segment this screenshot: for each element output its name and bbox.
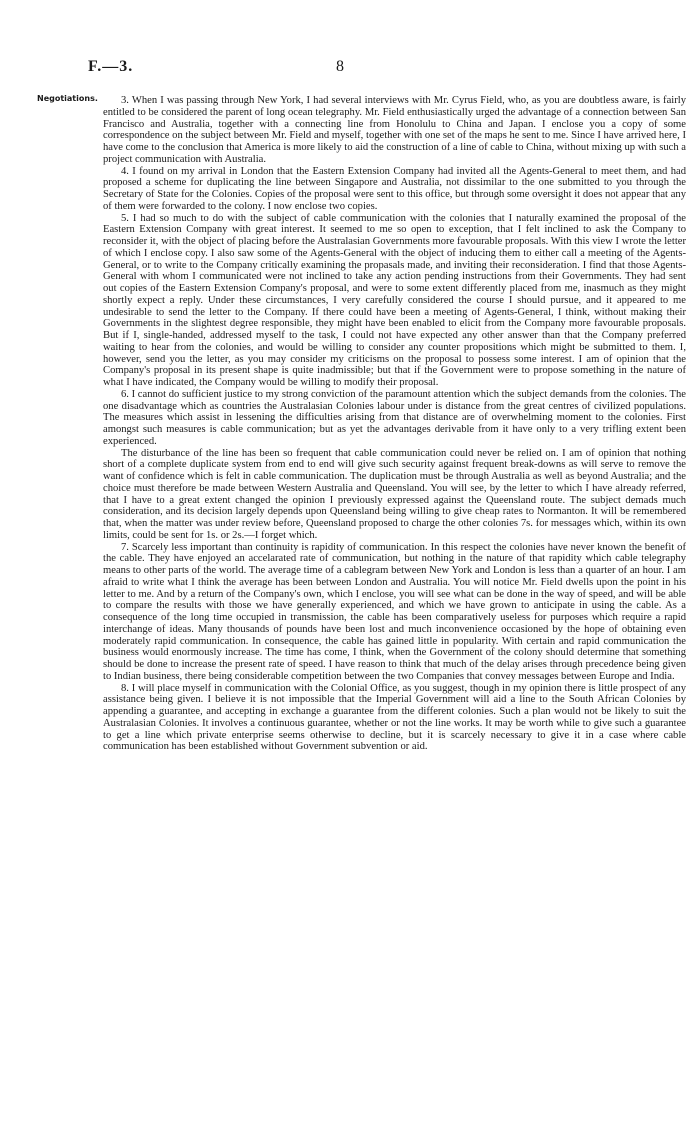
paragraph-8: 8. I will place myself in communication with the Colonial Office, as you suggest, though in my opinion there is little prospect of any assistance being given. I believe it is not impossible that the Imperial Government will aid a line to the South African Colonies by appending a guarantee, and accepting in exchange a guarantee from the different colonies. Such a plan would not be likely to suit the Australasian Colonies. It involves a continuous guarantee, whether or not the line works. It may be worth while to give such a guarantee to get a line which private enterprise seems otherwise to decline, but it is scarcely necessary to give it in a case where cable communication has been established without Government subvention or aid.: [103, 682, 686, 753]
page-header: [88, 58, 588, 78]
marginal-note: Negotiations.: [37, 94, 98, 103]
paragraph-4: 4. I found on my arrival in London that the Eastern Extension Company had invited all the Agents-General to meet them, and had proposed a scheme for duplicating the line between Singapore and Australia, not dissimilar to the one submitted to you through the Secretary of State for the Colonies. Copies of the proposal were sent to this office, but through some oversight it does not appear that any of them were forwarded to the colony. I now enclose two copies.: [103, 165, 686, 212]
paragraph-7: 7. Scarcely less important than continuity is rapidity of communication. In this respect the colonies have never known the benefit of the cable. They have enjoyed an accelarated rate of communication, but nothing in the nature of that rapidity which cable telegraphy means to other parts of the world. The average time of a cablegram between New York and London is less than a quarter of an hour. I am afraid to write what I think the average has been between London and Australia. You will notice Mr. Field dwells upon the point in his letter to me. And by a return of the Company's own, which I enclose, you will see what can be done in the way of speed, and will be able to compare the results with those we have generally experienced, and which we have grown to anticipate in using the cable. As a consequence of the long time occupied in transmission, the cable has been comparatively useless for purposes which require a rapid interchange of ideas. Many thousands of pounds have been lost and much inconvenience occasioned by the hope of obtaining even moderately rapid communication. In consequence, the cable has gained little in popularity. With certain and rapid communication the business would enormously increase. The time has come, I think, when the Government of the colony should determine that something should be done to increase the present rate of speed. I have reason to think that much of the delay arises through precedence being given to Indian business, there being considerable competition between the two Companies that convey messages between Europe and India.: [103, 541, 686, 682]
body-text: [103, 95, 686, 753]
page-number: 8: [336, 58, 344, 75]
paragraph-5: 5. I had so much to do with the subject of cable communication with the colonies that I naturally examined the proposal of the Eastern Extension Company with great interest. It seemed to me so open to exception, that I felt inclined to ask the Company to reconsider it, with the object of placing before the Australasian Governments more favourable proposals. With this view I wrote the letter of which I enclose copy. I also saw some of the Agents-General with the object of inducing them to either call a meeting of the Agents-General, or to write to the Company critically examining the propasals made, and inviting their reconsideration. I find that those Agents-General with whom I communicated were not inclined to take any action pending instructions from their Governments. They had sent out copies of the Eastern Extension Company's proposal, and were to some extent differently placed from me, inasmuch as they might shortly expect a reply. Under these circumstances, I very carefully considered the course I should pursue, and it appeared to me undesirable to send the letter to the Company. If there could have been a meeting of Agents-General, I think, without making their Governments in the slightest degree responsible, they might have been enabled to elicit from the Company more favourable proposals. But if I, single-handed, addressed myself to the task, I could not have expected any other answer than that the Company preferred waiting to hear from the colonies, and would be willing to consider any counter propositions which might be submitted to them. I, however, send you the letter, as you may consider my criticisms on the proposal to possess some interest. I am of opinion that the Company's proposal in its present shape is quite inadmissible; but that if the Government were to propose something in the nature of what I have indicated, the Company would be willing to modify their proposal.: [103, 212, 686, 388]
paragraph-6: 6. I cannot do sufficient justice to my strong conviction of the paramount attention which the subject demands from the colonies. The one disadvantage which as countries the Australasian Colonies labour under is distance from the great centres of civilized populations. The measures which assist in lessening the difficulties arising from that distance are of overwhelming moment to the colonies. First amongst such measures is cable communication; but as yet the advantages derivable from it have only to a very trifling extent been experienced.: [103, 388, 686, 447]
paragraph-6-continued: The disturbance of the line has been so frequent that cable communication could never be relied on. I am of opinion that nothing short of a complete duplicate system from end to end will give such security against frequent break-downs as will serve to remove the want of confidence which is felt in cable communication. The duplication must be through Australia as well as beyond Australia; and the choice must therefore be made between Western Australia and Queensland. You will see, by the letter to which I have already referred, that I have to a great extent changed the opinion I previously expressed against the Queensland route. The subject demads much consideration, and its decision largely depends upon Queensland being willing to give cheap rates to Normanton. It will be remembered that, when the matter was under review before, Queensland proposed to charge the other colonies 7s. for messages which, within its own limits, could be sent for 1s. or 2s.—I forget which.: [103, 447, 686, 541]
paragraph-3: 3. When I was passing through New York, I had several interviews with Mr. Cyrus Field, who, as you are doubtless aware, is fairly entitled to be considered the parent of long ocean telegraphy. Mr. Field enthusiastically urged the advantage of a connection between San Francisco and Australia, together with a connecting line from Honolulu to China and Japan. I enclose you a copy of some correspondence on the subject between Mr. Field and myself, together with one set of the maps he sent to me. Since I have arrived here, I have come to the conclusion that America is more likely to aid the construction of a line of cable to China, without mixing up with such a project communication with Australia.: [103, 95, 686, 165]
document-code: F.—3.: [88, 58, 134, 75]
